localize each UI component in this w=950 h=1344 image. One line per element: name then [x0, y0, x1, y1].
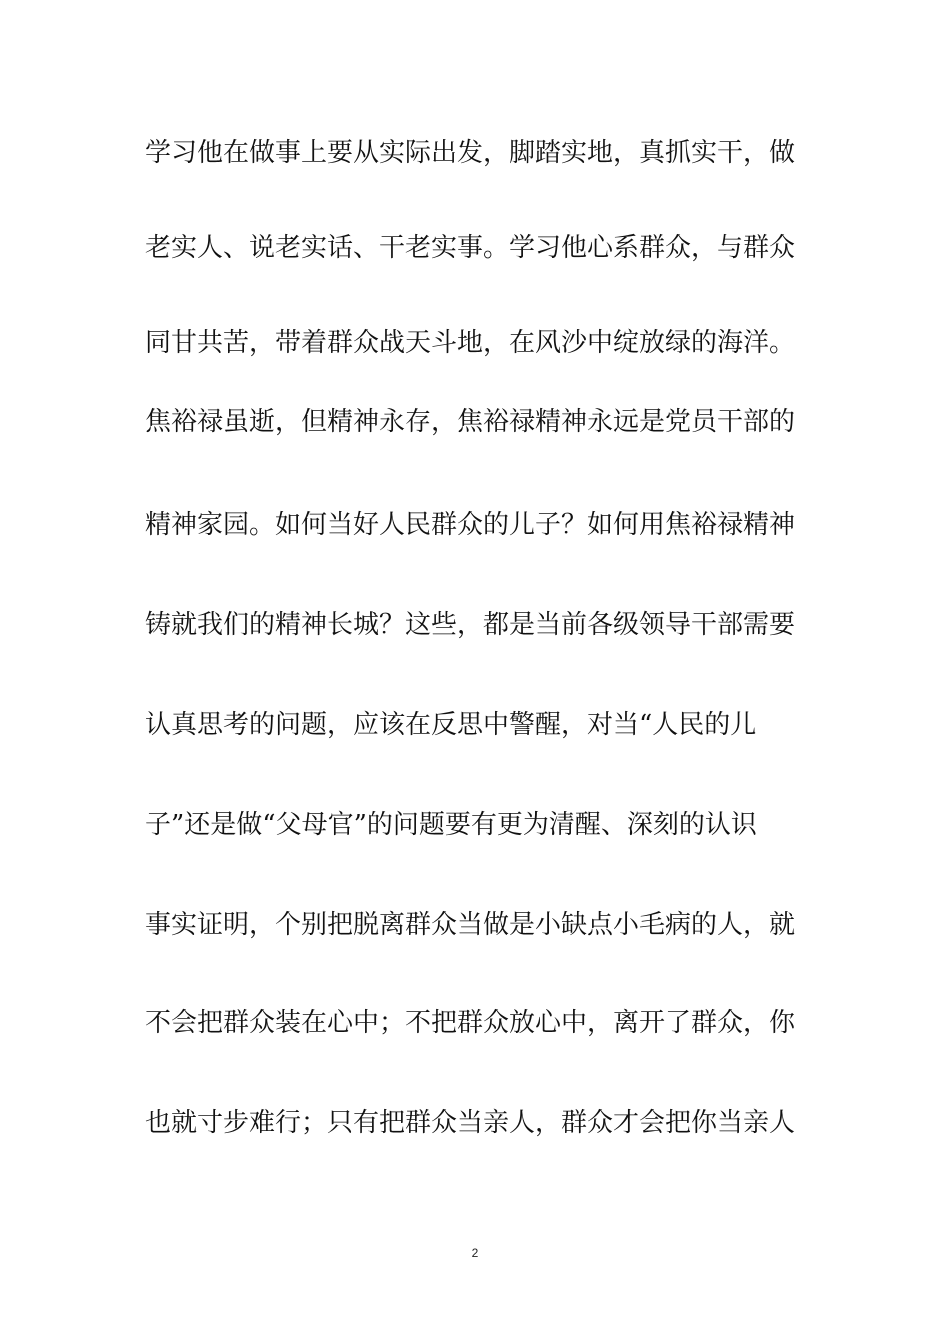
text-line: 老实人、说老实话、干老实事。学习他心系群众，与群众	[145, 233, 796, 263]
text-line: 事实证明，个别把脱离群众当做是小缺点小毛病的人，就	[145, 910, 796, 940]
text-line: 铸就我们的精神长城？这些，都是当前各级领导干部需要	[145, 610, 796, 640]
page-number: 2	[471, 1246, 479, 1260]
text-line: 学习他在做事上要从实际出发，脚踏实地，真抓实干，做	[145, 138, 796, 168]
text-line: 认真思考的问题，应该在反思中警醒，对当“人民的儿	[145, 710, 757, 740]
text-line: 子”还是做“父母官”的问题要有更为清醒、深刻的认识	[145, 810, 757, 840]
text-line: 也就寸步难行；只有把群众当亲人，群众才会把你当亲人	[145, 1108, 796, 1138]
text-line: 焦裕禄虽逝，但精神永存，焦裕禄精神永远是党员干部的	[145, 407, 796, 437]
text-line: 精神家园。如何当好人民群众的儿子？如何用焦裕禄精神	[145, 510, 796, 540]
text-line: 不会把群众装在心中；不把群众放心中，离开了群众，你	[145, 1008, 796, 1038]
text-line: 同甘共苦，带着群众战天斗地，在风沙中绽放绿的海洋。	[145, 328, 796, 358]
